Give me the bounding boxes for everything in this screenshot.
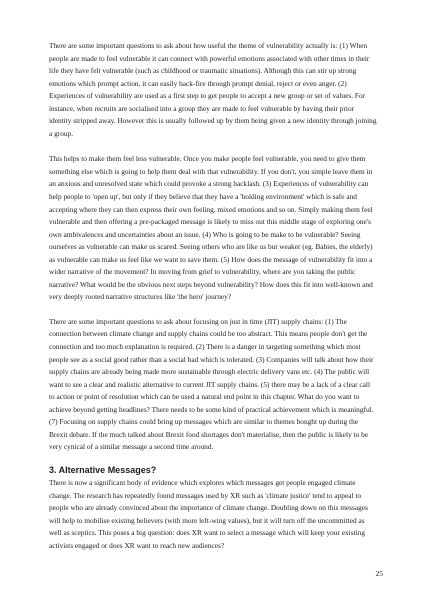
- paragraph-supply-chain-questions: There are some important questions to ask about focusing on just in time (JIT) supply chains: (1) The connection between climate change and supply chains could be too abstract. This means people don't get the connection and too much explanation is required. (2) There is a danger in targeting something which most people see as a social good rather than a social bad which is tolerated. (3) Companies will talk about how their supply chains are already being made more sustainable through electric delivery vans etc. (4) The public will want to see a clear and realistic alternative to current JIT supply chains. (5) there may be a lack of a clear call to action or point of resolution which can be used a natural end point in this chapter. What do you want to achieve beyond getting headlines? There needs to be some kind of practical achievement which is meaningful. (7) Focusing on supply chains could bring up messages which are similar to themes bought up during the Brexit debate. If the much talked about Brexit food shortages don't materialise, then the public is likely to be very cynical of a similar message a second time around.: [49, 316, 374, 452]
- page-number: 25: [375, 569, 383, 578]
- paragraph-vulnerability-continued: This helps to make them feel less vulnerable. Once you make people feel vulnerable, you need to give them something else which is going to help them deal with that vulnerability. If you don't, you simple leave them in an anxious and unresolved state which could provoke a strong backlash. (3) Experiences of vulnerability can help people to 'open up', but only if they believe that they have a 'holding environment' which is safe and accepting where they can then express their own feeling, mixed emotions and so on. Simply making them feel vulnerable and then offering a pre-packaged message is likely to miss out this middle stage of exploring one's own ambivalences and uncertainties about an issue. (4) Who is going to be make to be vulnerable? Seeing ourselves as vulnerable can make us scared. Seeing others who are like us but weaker (eg. Babies, the elderly) as vulnerable can make us feel like we want to save them. (5) How does the message of vulnerability fit into a wider narrative of the movement? In moving from grief to vulnerability, where are you taking the public narrative? What would be the obvious next steps beyond vulnerability? How does this fit into well-known and very deeply rooted narrative structures like 'the hero' journey?: [49, 154, 373, 302]
- section-heading: 3. Alternative Messages?: [49, 464, 157, 475]
- paragraph-alternative-messages: There is now a significant body of evidence which explores which messages get people engaged climate change. The research has repeatedly found messages used by XR such as 'climate justice' tend to appeal to people who are already convinced about the importance of climate change. Doubling down on this messages will help to mobilise existing believers (with more left-wing values), but it will turn off the uncommitted as well as sceptics. This poses a big question: does XR want to select a message which will keep your existing activists engaged or does XR want to reach new audiences?: [49, 477, 368, 550]
- paragraph-vulnerability-questions: There are some important questions to ask about how useful the theme of vulnerability actually is: (1) When people are made to feel vulnerable it can connect with powerful emotions associated with other times in their life they have felt vulnerable (such as childhood or traumatic situations). Although this can stir up strong emotions which prompt action, it can easily back-fire through prompt denial, reject or even anger. (2) Experiences of vulnerability are used as a first step to get people to accept a new group or set of values. For instance, when recruits are socialised into a group they are made to feel vulnerable by having their prior identity stripped away. However this is usually followed up by them being given a new identity through joining a group.: [49, 41, 377, 138]
- document-page: [49, 40, 377, 552]
